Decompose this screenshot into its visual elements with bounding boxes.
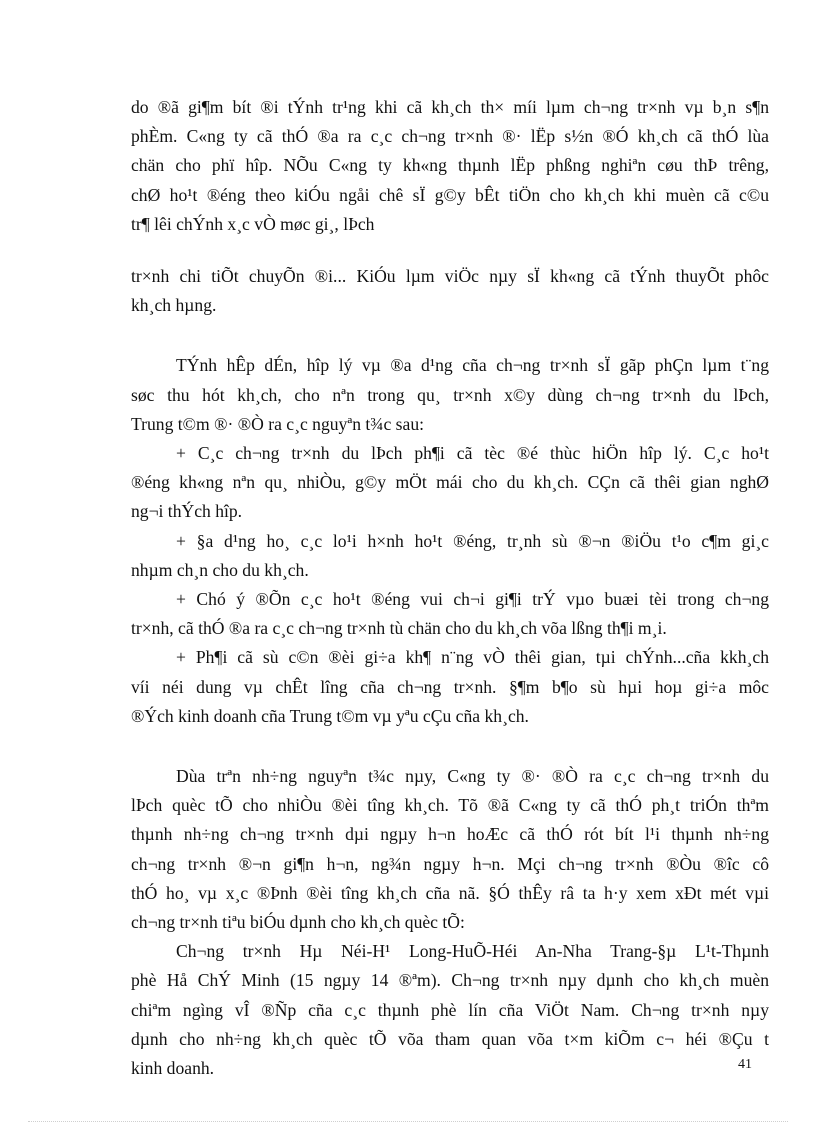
text-line: Dùa trªn nh÷ng nguyªn t¾c nµy, C«ng ty ®· ®Ò ra c¸c ch¬ng tr×nh du (176, 766, 769, 787)
bullet-1 (131, 439, 769, 527)
text-line: chØ ho¹t ®éng theo kiÓu ngåi chê sÏ g©y bÊt tiÖn cho kh¸ch khi muèn cã c©u (131, 184, 769, 205)
text-line: ch¬ng tr×nh ®¬n gi¶n h¬n, ng¾n ngµy h¬n. Mçi ch¬ng tr×nh ®Òu ®îc cô (131, 853, 769, 874)
text-line: kh¸ch hµng. (131, 295, 217, 316)
paragraph-4 (131, 762, 769, 937)
bullet-4 (131, 643, 769, 731)
text-line: thµnh nh÷ng ch¬ng tr×nh dµi ngµy h¬n hoÆc cã thÓ rót bít l¹i thµnh nh÷ng (131, 824, 769, 845)
text-line: + Chó ý ®Õn c¸c ho¹t ®éng vui ch¬i gi¶i trÝ vµo buæi tèi trong ch¬ng (176, 589, 769, 610)
text-line: ch¬ng tr×nh tiªu biÓu dµnh cho kh¸ch quèc tÕ: (131, 912, 465, 933)
text-line: + §a d¹ng ho¸ c¸c lo¹i h×nh ho¹t ®éng, tr¸nh sù ®¬n ®iÖu t¹o c¶m gi¸c (176, 530, 769, 551)
text-line: ng¬i thÝch hîp. (131, 501, 243, 522)
paragraph-1 (131, 93, 769, 239)
paragraph-2 (131, 262, 769, 320)
paragraph-5 (131, 937, 769, 1083)
text-line: dµnh cho nh÷ng kh¸ch quèc tÕ võa tham quan võa t×m kiÕm c¬ héi ®Çu t (131, 1028, 769, 1049)
body-text (131, 93, 769, 1083)
bullet-3 (131, 585, 769, 643)
text-line: + C¸c ch¬ng tr×nh du lÞch ph¶i cã tèc ®é thùc hiÖn hîp lý. C¸c ho¹t (176, 443, 769, 464)
text-line: TÝnh hÊp dÉn, hîp lý vµ ®a d¹ng cña ch¬ng tr×nh sÏ gãp phÇn lµm t¨ng (176, 355, 769, 376)
text-line: tr×nh, cã thÓ ®a ra c¸c ch¬ng tr×nh tù chän cho du kh¸ch võa lßng th¶i m¸i. (131, 618, 667, 639)
page-bottom-divider (28, 1121, 788, 1122)
text-line: tr¶ lêi chÝnh x¸c vÒ møc gi¸, lÞch (131, 213, 375, 234)
text-line: ®Ých kinh doanh cña Trung t©m vµ yªu cÇu cña kh¸ch. (131, 705, 529, 726)
text-line: víi néi dung vµ chÊt lîng cña ch¬ng tr×nh. §¶m b¶o sù hµi hoµ gi÷a môc (131, 676, 769, 697)
text-line: kinh doanh. (131, 1058, 215, 1079)
text-line: chän cho phï hîp. NÕu C«ng ty kh«ng thµnh lËp phßng nghiªn cøu thÞ trêng, (131, 155, 769, 176)
text-line: chiªm ngìng vÎ ®Ñp cña c¸c thµnh phè lín cña ViÖt Nam. Ch¬ng tr×nh nµy (131, 999, 769, 1020)
text-line: søc thu hót kh¸ch, cho nªn trong qu¸ tr×nh x©y dùng ch¬ng tr×nh du lÞch, (131, 384, 769, 405)
paragraph-3 (131, 351, 769, 439)
text-line: tr×nh chi tiÕt chuyÕn ®i... KiÓu lµm viÖc nµy sÏ kh«ng cã tÝnh thuyÕt phôc (131, 266, 769, 287)
text-line: + Ph¶i cã sù c©n ®èi gi÷a kh¶ n¨ng vÒ thêi gian, tµi chÝnh...cña kkh¸ch (176, 647, 769, 668)
text-line: lÞch quèc tÕ cho nhiÒu ®èi tîng kh¸ch. Tõ ®ã C«ng ty cã thÓ ph¸t triÓn thªm (131, 795, 769, 816)
page-number: 41 (738, 1057, 752, 1072)
text-line: ®éng kh«ng nªn qu¸ nhiÒu, g©y mÖt mái cho du kh¸ch. CÇn cã thêi gian nghØ (131, 472, 769, 493)
text-line: phè Hå ChÝ Minh (15 ngµy 14 ®ªm). Ch¬ng tr×nh nµy dµnh cho kh¸ch muèn (131, 970, 769, 991)
text-line: phÈm. C«ng ty cã thÓ ®a ra c¸c ch¬ng tr×nh ®· lËp s½n ®Ó kh¸ch cã thÓ lùa (131, 126, 769, 147)
text-line: do ®ã gi¶m bít ®i tÝnh tr¹ng khi cã kh¸ch th× míi lµm ch¬ng tr×nh vµ b¸n s¶n (131, 97, 769, 117)
bullet-2 (131, 527, 769, 585)
text-line: Ch¬ng tr×nh Hµ Néi-H¹ Long-HuÕ-Héi An-Nha Trang-§µ L¹t-Thµnh (176, 941, 769, 962)
text-line: nhµm ch¸n cho du kh¸ch. (131, 559, 309, 580)
text-line: Trung t©m ®· ®Ò ra c¸c nguyªn t¾c sau: (131, 413, 425, 434)
text-line: thÓ ho¸ vµ x¸c ®Þnh ®èi tîng kh¸ch cña nã. §Ó thÊy râ ta h·y xem xÐt mét vµi (131, 882, 769, 903)
